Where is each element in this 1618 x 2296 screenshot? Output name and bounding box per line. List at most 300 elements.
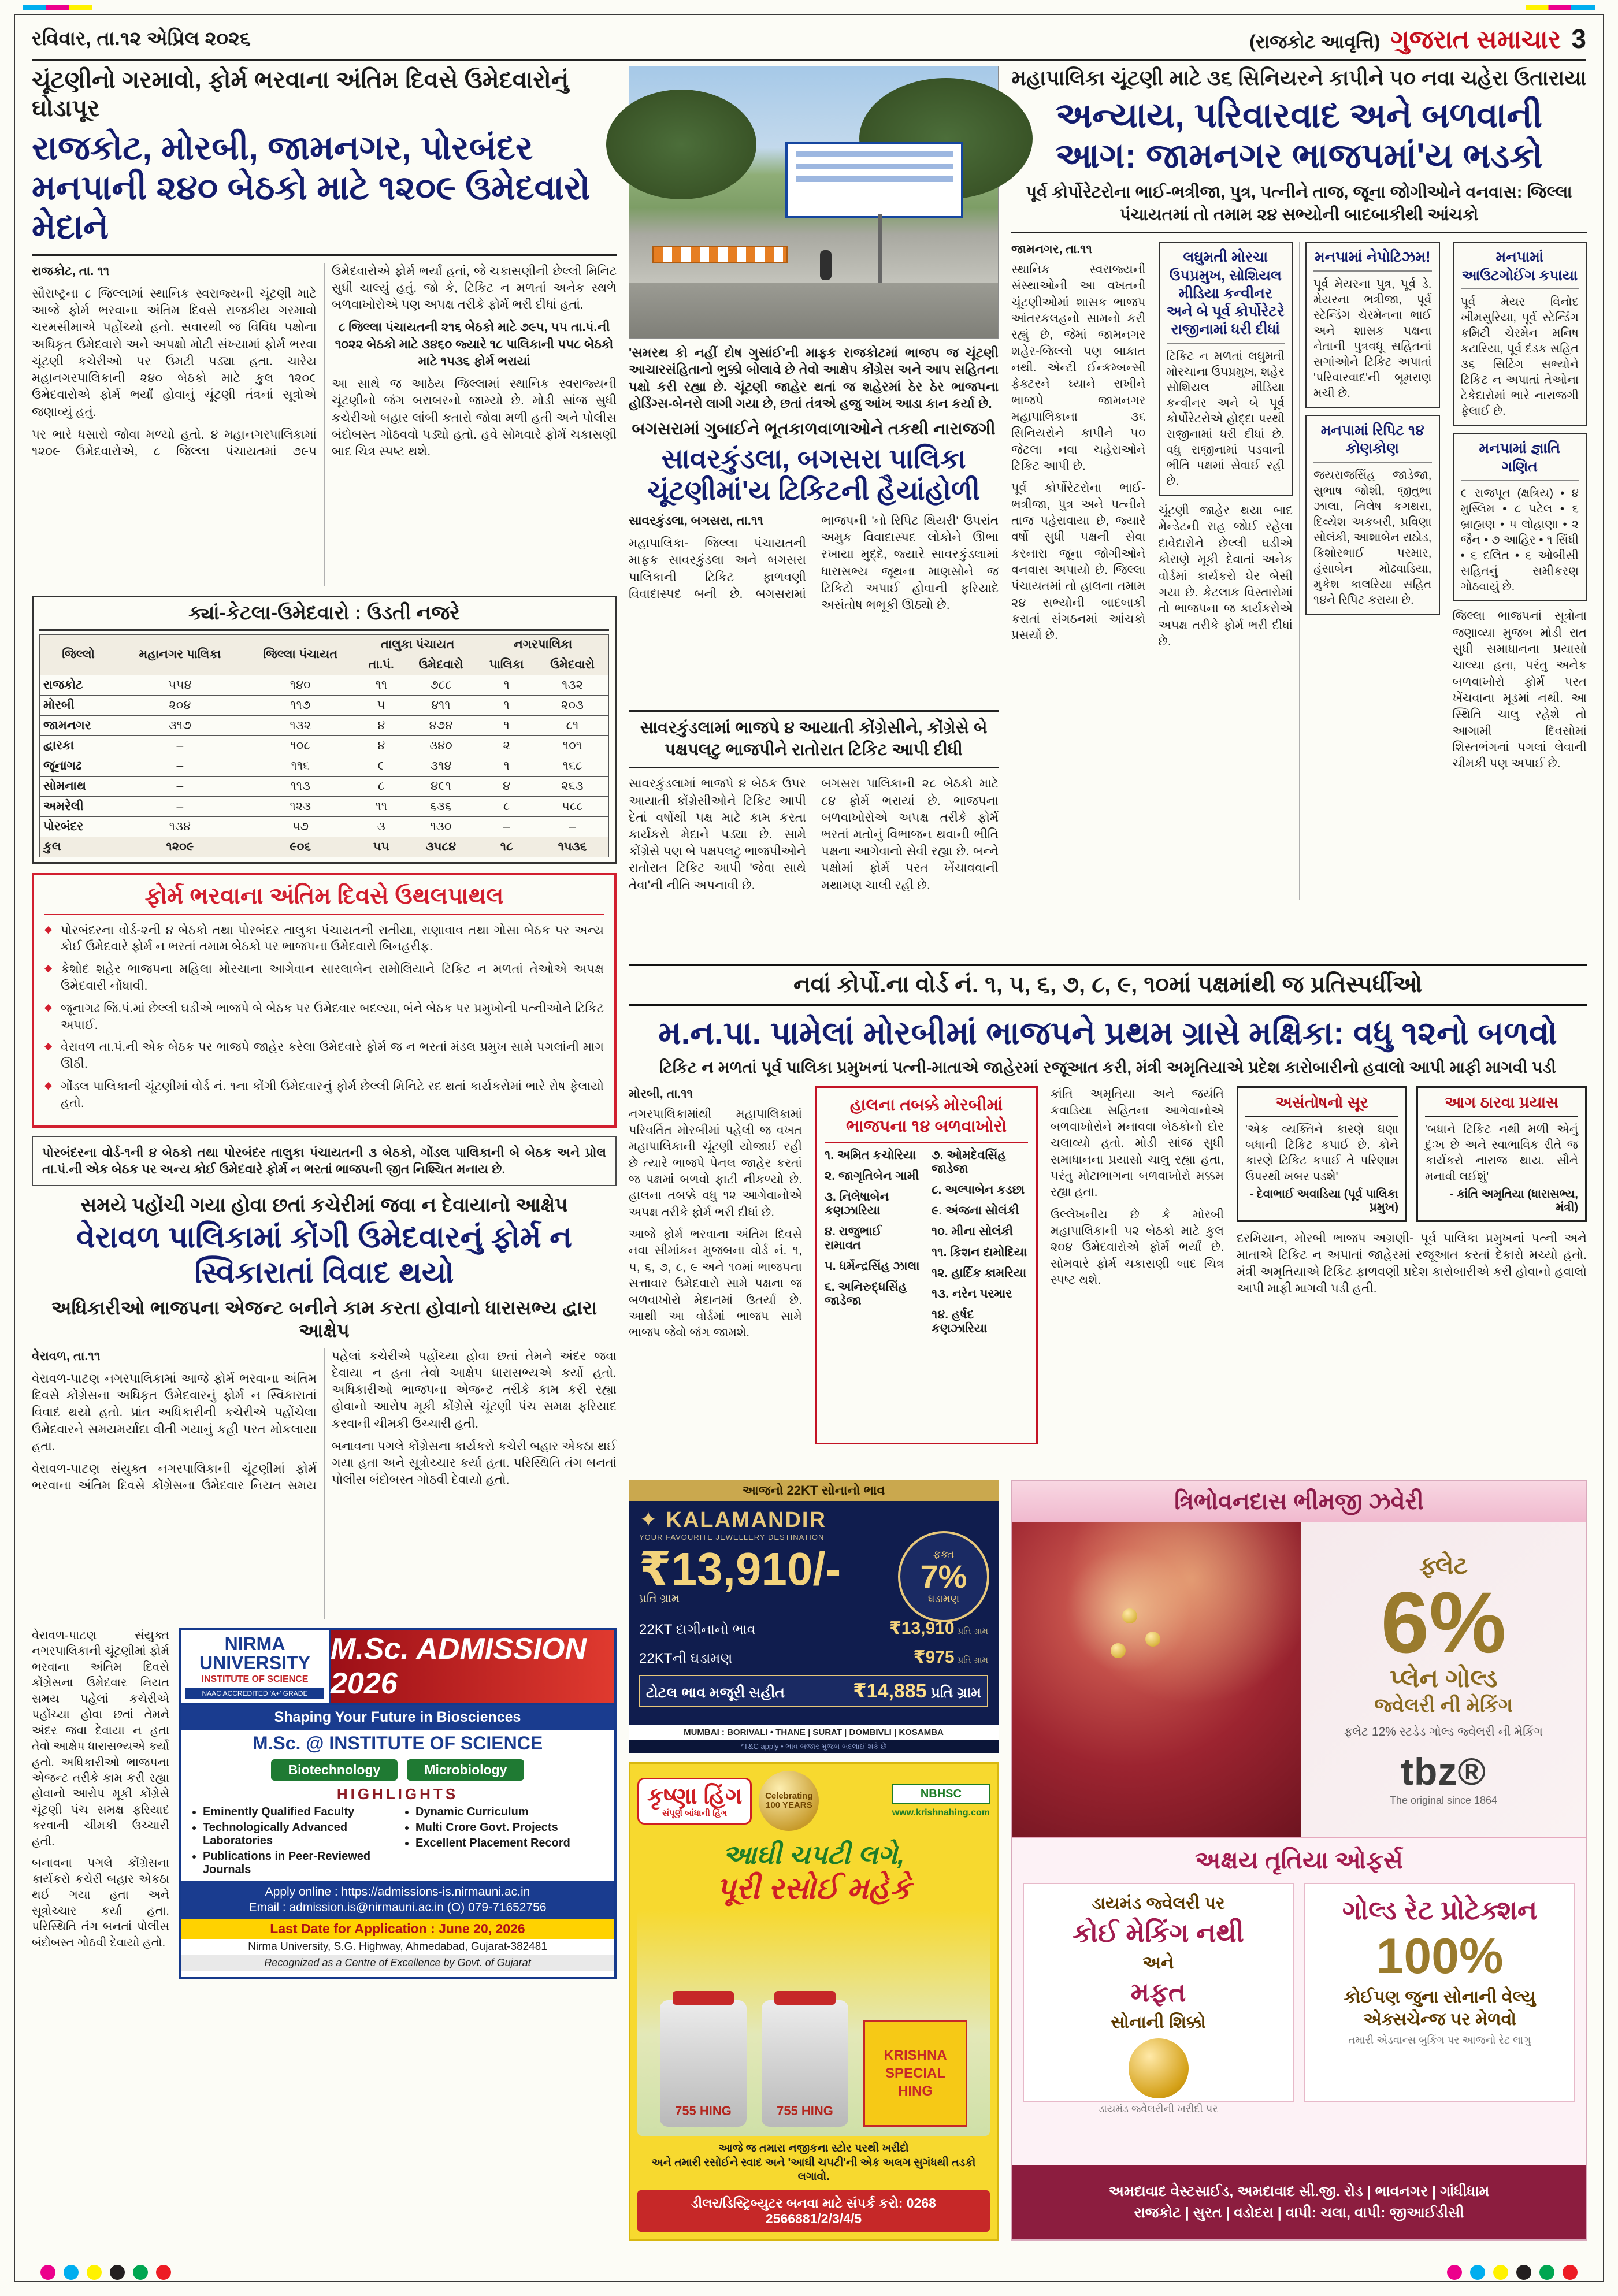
jamnagar-headline: અન્યાય, પરિવારવાદ અને બળવાની આગ: જામનગર ભાજપમાં'ય ભડકો bbox=[1055, 96, 1543, 175]
lead-dateline: રાજકોટ, તા. ૧૧ bbox=[32, 263, 110, 278]
sub-story-text: ૯ રાજપૂત (ક્ષત્રિય) • ૪ મુસ્લિમ • ૮ પટેલ • ૬ બ્રાહ્મણ • ૫ લોહાણા • ૨ જૈન • ૭ આહિર • ૧ સિંધી • ૬ દલિત • ૬ ઓબીસી સહિતનું સમીકરણ ગોઠવાયું છે. bbox=[1460, 486, 1579, 594]
table-cell: ૪૯૧ bbox=[404, 776, 477, 796]
douse-box bbox=[1416, 1086, 1587, 1221]
kal-line1-value: ₹13,910 bbox=[889, 1619, 955, 1638]
page-number: 3 bbox=[1571, 24, 1586, 54]
gold-coin-graphic bbox=[1129, 2038, 1189, 2098]
tbz-header: ત્રિભોવનદાસ ભીમજી ઝવેરી bbox=[1012, 1481, 1586, 1522]
nirma-email: Email : admission.is@nirmauni.ac.in (O) 079-71652756 bbox=[248, 1901, 547, 1915]
table-cell: ૫૮૮ bbox=[536, 796, 608, 816]
registration-marks bbox=[40, 2265, 171, 2280]
group-header: નગરપાલિકા bbox=[477, 634, 609, 655]
making-charge-roundel bbox=[898, 1531, 989, 1622]
hing-jar-2 bbox=[762, 2000, 848, 2127]
track-microbiology: Microbiology bbox=[407, 1759, 524, 1781]
rebels-list bbox=[825, 1149, 1028, 1336]
upheaval-item: ◆ કેશોદ શહેર ભાજપના મહિલા મોરચાના આગેવાન સારલાબેન રામોલિયાને ટિકિટ ન મળતાં તેઓએ અપક્ષ ઉમેદવારી નોંધાવી. bbox=[44, 961, 604, 994]
sub-story-box bbox=[1159, 242, 1293, 496]
upheaval-item: ◆ વેરાવળ તા.પં.ની એક બેઠક પર ભાજપે જાહેર કરેલા ઉમેદવારે ફોર્મ જ ન ભરતાં મંડલ પ્રમુખ સામે પગલાંની માગ ઊઠી. bbox=[44, 1039, 604, 1072]
morbi-band-kicker: નવાં કોર્પો.ના વોર્ડ નં. ૧, ૫, ૬, ૭, ૮, ૯, ૧૦માં પક્ષમાંથી જ પ્રતિસ્પર્ધીઓ bbox=[629, 964, 1587, 1006]
krishna-note-2: અને તમારી રસોઈને સ્વાદ અને 'આઘી ચપટી'ની એક અલગ સુગંધથી તડકો લગાવો. bbox=[651, 2156, 976, 2183]
table-row bbox=[40, 796, 609, 816]
table-cell: પોરબંદર bbox=[40, 816, 117, 837]
sub-story-box bbox=[1453, 242, 1587, 426]
table-cell: અમરેલી bbox=[40, 796, 117, 816]
table-cell: ૫૫૪ bbox=[117, 675, 243, 695]
krishna-logo-box bbox=[637, 1778, 752, 1825]
nirma-footer: Recognized as a Centre of Excellence by Govt. of Gujarat bbox=[181, 1955, 614, 1971]
col-header: પાલિકા bbox=[477, 655, 536, 675]
panel2-note: તમારી એડવાન્સ બુકિંગ પર આજનો રેટ લાગુ bbox=[1348, 2034, 1531, 2046]
sub-story-text: પૂર્વ મેયરના પુત્ર, પૂર્વ ડે. મેયરના ભત્રીજા, પૂર્વ સ્ટેન્ડિંગ ચેરમેનના ભાઈ અને શાસક પક્ષના નેતાની પુત્રવધૂ સહિતનાં સગાંઓને ટિકિટ અપાતાં 'પરિવારવાદ'ની બૂમરાણ મચી છે. bbox=[1313, 277, 1432, 400]
color-dot bbox=[64, 2265, 79, 2280]
table-cell: ૧૩૦ bbox=[404, 816, 477, 837]
right-column bbox=[1011, 66, 1587, 960]
panel1-line: ડાયમંડ જ્વેલરી પર bbox=[1092, 1894, 1225, 1913]
lead-bold-line: ૮ જિલ્લા પંચાયતની ૨૧૬ બેઠકો માટે ૭૯૫, ૫૫ તા.પં.ની ૧૦૨૨ બેઠકો માટે ૩૪૬૦ જ્યારે ૧૮ પાલિકાની ૫૫૮ બેઠકો માટે ૧૫૩૬ ફોર્મ ભરાયાં bbox=[335, 320, 614, 368]
date-line: રવિવાર, તા.૧૨ એપ્રિલ ૨૦૨૬ bbox=[32, 27, 251, 50]
rebel-item: ૧૨. હાર્દિક કામરિયા bbox=[932, 1266, 1027, 1280]
color-dot bbox=[1470, 2265, 1485, 2280]
panel1-line: અને bbox=[1142, 1953, 1174, 1972]
tbz-offer-line-1: પ્લેન ગોલ્ડ bbox=[1389, 1665, 1498, 1693]
highlight-item: • Multi Crore Govt. Projects bbox=[415, 1821, 605, 1834]
nirma-program: M.Sc. @ INSTITUTE OF SCIENCE bbox=[252, 1732, 543, 1753]
nirma-highlights-left bbox=[190, 1805, 392, 1879]
kalamandir-note: *T&C apply • ભાવ બજાર મુજબ બદલાઈ શકે છે bbox=[629, 1740, 999, 1753]
sub-story-text: ટિકિટ ન મળતાં લઘુમતી મોરચાના ઉપપ્રમુખ, શહેર સોશિયલ મીડિયા કન્વીનર અને બે પૂર્વ કોર્પોરેટરોએ હોદ્દા પરથી રાજીનામાં ધરી દીધાં છે. વધુ રાજીનામાં પડવાની ભીતિ પક્ષમાં સેવાઈ રહી છે. bbox=[1166, 349, 1285, 488]
krishna-url: www.krishnahing.com bbox=[892, 1807, 990, 1818]
nirma-highlights-title: HIGHLIGHTS bbox=[336, 1785, 459, 1803]
article-paragraph: સ્થાનિક સ્વરાજ્યની સંસ્થાઓની આ વખતની ચૂંટણીઓમાં શાસક ભાજપ આંતરકલહનો સામનો કરી રહ્યું છે, જેમાં જામનગર શહેર-જિલ્લો પણ બાકાત નથી. એન્ટી ઈન્કમ્બન્સી ફેક્ટરને ધ્યાને રાખીને ભાજપે જામનગર મહાપાલિકાના ૩૬ સિનિયરોને કાપીને ૫૦ જેટલા નવા ચહેરાઓને ટિકિટ આપી છે. bbox=[1011, 262, 1146, 473]
tbz-ad bbox=[1011, 1480, 1587, 2241]
veraval-dateline: વેરાવળ, તા.૧૧ bbox=[32, 1348, 101, 1363]
nirma-tagline: Shaping Your Future in Biosciences bbox=[181, 1705, 614, 1730]
hing-jar-label: 755 HING bbox=[777, 2103, 833, 2118]
upheaval-item: ◆ જૂનાગઢ જિ.પં.માં છેલ્લી ઘડીએ ભાજપે બે બેઠક પર ઉમેદવાર બદલ્યા, બંને બેઠક પર પ્રમુખોની પત્નીઓને ટિકિટ અપાઈ. bbox=[44, 1000, 604, 1034]
akshay-tritiya-panel bbox=[1012, 1837, 1586, 2165]
article-paragraph: સૌરાષ્ટ્રના ૮ જિલ્લામાં સ્થાનિક સ્વરાજ્યની ચૂંટણી માટે આજે ફોર્મ ભરવાના અંતિમ દિવસે રાજકીય ગરમાવો ચરમસીમાએ પહોંચ્યો હતો. સવારથી જ વિવિધ પક્ષોના અધિકૃત ઉમેદવારો અને અપક્ષો મોટી સંખ્યામાં ફોર્મ ભરવા ચૂંટણી કચેરીઓ પર ઉમટી પડ્યા હતા. ચારેય મહાનગરપાલિકાની ૨૪૦ બેઠકો માટે કુલ ૧૨૦૯ ઉમેદવારોએ ફોર્મ ભર્યાં હોવાનું ચૂંટણી તંત્રનાં સૂત્રોએ જણાવ્યું હતું. bbox=[32, 286, 317, 419]
tbz-cities-line-2: રાજકોટ | સુરત | વડોદરા | વાપી: ચલા, વાપી: જીઆઈડીસી bbox=[1134, 2205, 1464, 2221]
kalamandir-brand-sub: YOUR FAVOURITE JEWELLERY DESTINATION bbox=[639, 1533, 825, 1541]
panel2-title: ગોલ્ડ રેટ પ્રોટેક્શન bbox=[1342, 1895, 1538, 1925]
table-cell: ૧૧૬ bbox=[243, 756, 358, 776]
edition-label: (રાજકોટ આવૃત્તિ) bbox=[1249, 31, 1381, 52]
morbi-dateline: મોરબી, તા.૧૧ bbox=[629, 1087, 693, 1101]
sub-story-box bbox=[1305, 242, 1440, 408]
news-photo bbox=[629, 66, 999, 339]
table-cell: ૨ bbox=[477, 735, 536, 756]
table-cell: ૧૧૩ bbox=[243, 776, 358, 796]
veraval-subhead: અધિકારીઓ ભાજપના એજન્ટ બનીને કામ કરતા હોવાનો ધારાસભ્ય દ્વારા આક્ષેપ bbox=[51, 1296, 598, 1341]
douse-quote: 'બધાને ટિકિટ નથી મળી એનું દુઃખ છે અને સ્વાભાવિક રીતે જ કાર્યકરો નારાજ થાય. સૌને મનાવી લઈશું' bbox=[1425, 1123, 1578, 1183]
left-side-strip bbox=[32, 1628, 169, 1974]
col-header: ઉમેદવારો bbox=[536, 655, 608, 675]
highlight-item: • Dynamic Curriculum bbox=[415, 1805, 605, 1819]
color-dot bbox=[1493, 2265, 1508, 2280]
table-cell: ૧૦૧ bbox=[536, 735, 608, 756]
tbz-logo-tagline: The original since 1864 bbox=[1389, 1795, 1498, 1807]
tbz-model-photo bbox=[1012, 1522, 1301, 1837]
table-cell: ૧૧ bbox=[358, 675, 404, 695]
article-paragraph: પૂર્વ કોર્પોરેટરોના ભાઈ-ભત્રીજા, પુત્ર અને પત્નીને તાજ પહેરાવાયા છે, જ્યારે વર્ષો સુધી પક્ષની સેવા કરનારા જૂના જોગીઓને વનવાસ અપાયો છે. જિલ્લા પંચાયતમાં તો હાલના તમામ ૨૪ સભ્યોની બાદબાકી કરાતાં સંગઠનમાં આંચકો પ્રસર્યો છે. bbox=[1011, 481, 1146, 642]
kal-total-label: ટોટલ ભાવ મજૂરી સહીત bbox=[646, 1685, 785, 1701]
table-cell: ૧૩૨ bbox=[243, 715, 358, 735]
krishna-headline-2: પૂરી રસોઈ મહેકે bbox=[716, 1872, 911, 1905]
savarkundla-kicker: બગસરામાં ગુબાઈને ભૂતકાળવાળાઓને તકથી નારાજગી bbox=[632, 420, 996, 439]
table-cell: મોરબી bbox=[40, 695, 117, 715]
table-cell: ૧ bbox=[477, 715, 536, 735]
panel1-note: ડાયમંડ જ્વેલરીની ખરીદી પર bbox=[1099, 2103, 1218, 2115]
paper-name: ગુજરાત સમાચાર bbox=[1390, 25, 1561, 54]
article-paragraph: ચૂંટણી જાહેર થયા બાદ મેન્ડેટની રાહ જોઈ રહેલા દાવેદારોને છેલ્લી ઘડીએ કોરાણે મૂકી દેવાતાં અનેક વોર્ડમાં કાર્યકરો ઘેર બેસી ગયા છે. કેટલાક વિસ્તારોમાં તો ભાજપના જ કાર્યકરોએ અપક્ષ તરીકે ફોર્મ ભરી દીધાં છે. bbox=[1158, 504, 1293, 648]
article-paragraph: નગરપાલિકામાંથી મહાપાલિકામાં પરિવર્તિત મોરબીમાં પહેલી જ વખત મહાપાલિકાની ચૂંટણી યોજાઈ રહી છે ત્યારે ભાજપે પેનલ જાહેર કરતાં જ પક્ષમાં બળવો ફાટી નીકળ્યો છે. હાલના તબક્કે વધુ ૧૨ આગેવાનોએ અપક્ષ તરીકે ફોર્મ ભરી દીધાં છે. bbox=[629, 1107, 802, 1219]
morbi-headline: મ.ન.પા. પામેલાં મોરબીમાં ભાજપને પ્રથમ ગ્રાસે મક્ષિકા: વધુ ૧૨નો બળવો bbox=[658, 1015, 1557, 1051]
table-cell: ૮૧ bbox=[536, 715, 608, 735]
article-paragraph: વેરાવળ-પાટણ સંયુક્ત નગરપાલિકાની ચૂંટણીમાં ફોર્મ ભરવાના અંતિમ દિવસે કોંગ્રેસના ઉમેદવાર નિયત સમય પહેલાં કચેરીએ પહોંચ્યા હોવા છતાં તેમને અંદર જવા દેવાયા ન હતા તેવો આક્ષેપ ધારાસભ્યએ કર્યો હતો. અધિકારીઓ ભાજપના એજન્ટ તરીકે કામ કરી રહ્યા હોવાનો આરોપ મૂકી કોંગ્રેસે ચૂંટણી પંચ સમક્ષ ફરિયાદ કરવાની ચીમકી ઉચ્ચારી હતી. bbox=[32, 1628, 169, 1848]
kal-line2-label: 22KTની ઘડામણ bbox=[639, 1651, 733, 1666]
tree-graphic bbox=[606, 90, 756, 199]
table-cell: ૫૫ bbox=[358, 837, 404, 857]
discontent-title: અસંતોષનો સૂર bbox=[1245, 1094, 1398, 1117]
gold-rate-protection-panel bbox=[1304, 1883, 1575, 2102]
morbi-body-col-2 bbox=[1051, 1086, 1224, 1444]
table-cell: ૮ bbox=[358, 776, 404, 796]
color-calibration-bar-right bbox=[1526, 5, 1595, 10]
pedestrian-figure bbox=[820, 250, 832, 280]
table-cell: દ્વારકા bbox=[40, 735, 117, 756]
group-header: તાલુકા પંચાયત bbox=[358, 634, 477, 655]
kalamandir-ad bbox=[629, 1480, 999, 1753]
table-cell: ૧૩૪ bbox=[117, 816, 243, 837]
article-paragraph: આ સાથે જ આઠેય જિલ્લામાં સ્થાનિક સ્વરાજ્યની ચૂંટણીનો જંગ બરાબરનો જામ્યો છે. મોડી સાંજ સુધી કચેરીઓ બહાર લાંબી કતારો જોવા મળી હતી અને પોલીસ બંદોબસ્ત ગોઠવવો પડ્યો હતો. હવે સોમવારે ફોર્મ ચકાસણી બાદ ચિત્ર સ્પષ્ટ થશે. bbox=[332, 377, 617, 459]
savarkundla-dateline: સાવરકુંડલા, બગસરા, તા.૧૧ bbox=[629, 513, 763, 527]
akshay-title: અક્ષય તૃતિયા ઓફર્સ bbox=[1195, 1847, 1403, 1874]
highlight-item: • Publications in Peer-Reviewed Journals bbox=[203, 1850, 392, 1877]
nirma-ad bbox=[179, 1628, 617, 1979]
douse-attribution: - કાંતિ અમૃતિયા (ધારાસભ્ય, મંત્રી) bbox=[1450, 1187, 1578, 1214]
color-dot bbox=[1447, 2265, 1462, 2280]
rebel-item: ૩. નિલેષાબેન કણઝારિયા bbox=[825, 1190, 889, 1217]
sub-story-box bbox=[1453, 433, 1587, 601]
jamnagar-flow bbox=[1011, 242, 1587, 900]
color-dot bbox=[110, 2265, 125, 2280]
morbi-body-col-1 bbox=[629, 1086, 802, 1444]
rebels-box bbox=[815, 1086, 1038, 1444]
rebel-item: ૫. ધર્મેન્દ્રસિંહ ઝાલા bbox=[825, 1259, 920, 1273]
diamond-offer-panel bbox=[1023, 1883, 1294, 2115]
hoarding-banner bbox=[785, 142, 963, 218]
nirma-institute-name: INSTITUTE OF SCIENCE bbox=[201, 1674, 309, 1684]
color-dot bbox=[40, 2265, 55, 2280]
left-column bbox=[32, 66, 617, 2243]
krishna-headline-1: આઘી ચપટી લગે, bbox=[722, 1840, 905, 1870]
panel1-line: કોઈ મેકિંગ નથી bbox=[1073, 1918, 1244, 1948]
table-row bbox=[40, 675, 609, 695]
table-cell: ૧ bbox=[477, 756, 536, 776]
kalamandir-price-unit: પ્રતિ ગ્રામ bbox=[639, 1592, 680, 1605]
savarkundla-body-1 bbox=[629, 512, 999, 703]
panel2-percent: 100% bbox=[1376, 1929, 1504, 1984]
article-paragraph: આજે ફોર્મ ભરવાના અંતિમ દિવસે નવા સીમાંકન મુજબના વોર્ડ નં. ૧, ૫, ૬, ૭, ૮, ૯ અને ૧૦માં ભાજપના સત્તાવાર ઉમેદવારો સામે પક્ષના જ બળવાખોરો મેદાનમાં ઉતર્યા છે. આથી આ વોર્ડમાં ભાજપ સામે ભાજપ જેવો જંગ જામશે. bbox=[629, 1228, 802, 1340]
hing-jar-label: 755 HING bbox=[675, 2103, 732, 2118]
table-cell: કુલ bbox=[40, 837, 117, 857]
table-cell: ૪૧૧ bbox=[404, 695, 477, 715]
veraval-body bbox=[32, 1348, 617, 1619]
table-cell: ૨૦૩ bbox=[536, 695, 608, 715]
kalamandir-offer-tag: આજનો 22KT સોનાનો ભાવ bbox=[629, 1480, 999, 1501]
candidates-table bbox=[32, 596, 617, 864]
sub-story-title: લઘુમતી મોરચા ઉપપ્રમુખ, સોશિયલ મીડિયા કન્વીનર અને બે પૂર્વ કોર્પોરેટરે રાજીનામાં ધરી દીધાં bbox=[1167, 248, 1285, 343]
table-cell: જૂનાગઢ bbox=[40, 756, 117, 776]
col-header: જિલ્લા પંચાયત bbox=[243, 634, 358, 675]
table-cell: ૪ bbox=[358, 735, 404, 756]
morbi-subhead: ટિકિટ ન મળતાં પૂર્વ પાલિકા પ્રમુખનાં પત્ની-માતાએ જાહેરમાં રજૂઆત કરી, મંત્રી અમૃતિયાએ પ્રદેશ કારોબારીનો હવાલો આપી માફી માગવી પડી bbox=[659, 1058, 1556, 1076]
table-row bbox=[40, 816, 609, 837]
upheaval-box-title: ફોર્મ ભરવાના અંતિમ દિવસે ઉથલપાથલ bbox=[44, 883, 604, 915]
highlight-item: • Technologically Advanced Laboratories bbox=[203, 1821, 392, 1848]
article-paragraph: ઉલ્લેખનીય છે કે મોરબી મહાપાલિકાની ૫૨ બેઠકો માટે કુલ ૨૦૪ ઉમેદવારોએ ફોર્મ ભર્યાં છે. સોમવારે ફોર્મ ચકાસણી બાદ ચિત્ર સ્પષ્ટ થશે. bbox=[1051, 1208, 1224, 1287]
tbz-offer-line-2: જ્વેલરી ની મેકિંગ bbox=[1374, 1695, 1513, 1717]
header-rule bbox=[32, 59, 1586, 61]
table-cell: ૨૬૩ bbox=[536, 776, 608, 796]
upheaval-item: ◆ પોરબંદરના વોર્ડ-૨ની ૪ બેઠકો તથા પોરબંદર તાલુકા પંચાયતની રાતીયા, રાણાવાવ તથા ગોસા બેઠક પર અન્ય કોઈ ઉમેદવારે ફોર્મ ન ભરતાં તમામ બેઠકો પર ભાજપના ઉમેદવારો બિનહરીફ. bbox=[44, 922, 604, 956]
krishna-note-1: આજે જ તમારા નજીકના સ્ટોર પરથી ખરીદો bbox=[718, 2142, 909, 2154]
table-cell: ૧૧૭ bbox=[243, 695, 358, 715]
page-header bbox=[32, 22, 1586, 55]
table-cell: ૧૦૮ bbox=[243, 735, 358, 756]
kalamandir-cities: MUMBAI : BORIVALI • THANE | SURAT | DOMBIVLI | KOSAMBA bbox=[629, 1725, 999, 1740]
savarkundla-headline: સાવરકુંડલા, બગસરા પાલિકા ચૂંટણીમાં'ય ટિકિટની હૈયાંહોળી bbox=[647, 443, 981, 506]
roundel-sub: ઘડામણ bbox=[927, 1593, 960, 1604]
lead-kicker: ચૂંટણીનો ગરમાવો, ફોર્મ ભરવાના અંતિમ દિવસે ઉમેદવારોનું ઘોડાપૂર bbox=[32, 66, 569, 122]
track-biotechnology: Biotechnology bbox=[271, 1759, 398, 1781]
table-cell: ૫૭ bbox=[243, 816, 358, 837]
registration-marks bbox=[1447, 2265, 1578, 2280]
table-cell: ૧૫૩૬ bbox=[536, 837, 608, 857]
morbi-last-column bbox=[1237, 1086, 1587, 1444]
krishna-contact: ડીલર/ડિસ્ટ્રિબ્યુટર બનવા માટે સંપર્ક કરો: 0268 2566881/2/3/4/5 bbox=[637, 2190, 990, 2232]
table-cell: – bbox=[117, 796, 243, 816]
table-row bbox=[40, 776, 609, 796]
krishna-logo-sub: સંપૂર્ણ બાંધાની હિંગ bbox=[662, 1808, 728, 1818]
table-cell: – bbox=[536, 816, 608, 837]
table-cell: ૧૮ bbox=[477, 837, 536, 857]
rebel-item: ૪. રાજુભાઈ રામાવત bbox=[825, 1224, 882, 1252]
upheaval-box bbox=[32, 873, 617, 1128]
color-dot bbox=[87, 2265, 102, 2280]
article-paragraph: વેરાવળ-પાટણ નગરપાલિકામાં આજે ફોર્મ ભરવાના અંતિમ દિવસે કોંગ્રેસના અધિકૃત ઉમેદવારનું ફોર્મ ન સ્વિકારાતાં વિવાદ થયો હતો. પ્રાંત અધિકારીની કચેરીએ પહોંચેલા ઉમેદવારને સમયમર્યાદા વીતી ગયાનું કહી પરત મોકલાયા હતા. bbox=[32, 1371, 317, 1453]
article-paragraph: બનાવના પગલે કોંગ્રેસના કાર્યકરો કચેરી બહાર એકઠા થઈ ગયા હતા અને સૂત્રોચ્ચાર કર્યા હતા. પરિસ્થિતિ તંગ બનતાં પોલીસ બંદોબસ્ત ગોઠવી દેવાયો હતો. bbox=[32, 1856, 169, 1949]
article-paragraph: સાવરકુંડલામાં ભાજપે ૪ બેઠક ઉપર આયાતી કોંગ્રેસીઓને ટિકિટ આપી દેતાં વર્ષોથી પક્ષ માટે કામ કરતા કાર્યકરો મેદાને પડ્યા છે. સામે કોંગ્રેસે પણ બે પક્ષપલટુ ભાજપીઓને રાતોરાત ટિકિટ આપી 'જેવા સાથે તેવા'ની નીતિ અપનાવી છે. bbox=[629, 777, 806, 892]
nbhsc-logo: NBHSC bbox=[892, 1784, 990, 1804]
jamnagar-dateline: જામનગર, તા.૧૧ bbox=[1011, 243, 1092, 257]
kalamandir-brand: ✦ KALAMANDIR bbox=[639, 1508, 826, 1532]
krishna-logo: કૃષ્ણા હિંગ bbox=[647, 1783, 743, 1809]
rebel-item: ૨. જાગૃતિબેન ગામી bbox=[825, 1169, 919, 1183]
table-cell: ૭૮૮ bbox=[404, 675, 477, 695]
table-cell: – bbox=[117, 756, 243, 776]
table-cell: ૧૨૩ bbox=[243, 796, 358, 816]
table-cell: જામનગર bbox=[40, 715, 117, 735]
table-row bbox=[40, 756, 609, 776]
article-paragraph: દરમિયાન, મોરબી ભાજપ અગ્રણી- પૂર્વ પાલિકા પ્રમુખનાં પત્ની અને માતાએ ટિકિટ ન અપાતાં જાહેરમાં રજૂઆત કરતાં દેકારો મચ્યો હતો. મંત્રી અમૃતિયાએ ટિકિટ ફાળવણી પ્રદેશ કારોબારીએ કરી હોવાનો હવાલો આપી માફી માગવી પડી હતી. bbox=[1237, 1231, 1587, 1296]
jamnagar-kicker: મહાપાલિકા ચૂંટણી માટે ૩૬ સિનિયરને કાપીને ૫૦ નવા ચહેરા ઉતારાયા bbox=[1011, 66, 1587, 90]
table-cell: ૧૪૦ bbox=[243, 675, 358, 695]
kal-total-value: ₹14,885 bbox=[852, 1680, 927, 1702]
table-cell: સોમનાથ bbox=[40, 776, 117, 796]
sub-story-title: મનપામાં રિપિટ ૧૪ કોણકોણ bbox=[1313, 422, 1432, 463]
douse-title: આગ ઠારવા પ્રયાસ bbox=[1425, 1094, 1578, 1117]
table-row bbox=[40, 837, 609, 857]
table-cell: ૩ bbox=[358, 816, 404, 837]
color-dot bbox=[156, 2265, 171, 2280]
krishna-products bbox=[637, 1910, 990, 2136]
discontent-quote: 'એક વ્યક્તિને કારણે ઘણા બધાની ટિકિટ કપાઈ છે. કોને કારણે ટિકિટ કપાઈ તે પરિણામ ઉપરથી ખબર પડશે' bbox=[1245, 1123, 1398, 1183]
rebel-item: ૭. ઓમદેવસિંહ જાડેજા bbox=[932, 1148, 1007, 1176]
panel1-line: મફત bbox=[1130, 1977, 1186, 2007]
rebel-item: ૧૪. હર્ષદ કણઝારિયા bbox=[932, 1307, 988, 1335]
article-paragraph: પર ભારે ધસારો જોવા મળ્યો હતો. ૪ મહાનગરપાલિકામાં ૧૨૦૯ ઉમેદવારોએ, ૮ જિલ્લા પંચાયતમાં ૭૯૫ ઉમેદવારોએ ફોર્મ ભર્યાં હતાં, જે ચકાસણીની છેલ્લી મિનિટ સુધી ચાલ્યું હતું. જો કે, ટિકિટ ન મળતાં અનેક સ્થળે બળવાખોરોએ પણ અપક્ષ તરીકે ફોર્મ ભરી દીધાં હતાં. bbox=[32, 263, 617, 459]
nirma-address: Nirma University, S.G. Highway, Ahmedabad, Gujarat-382481 bbox=[248, 1940, 547, 1953]
sub-story-title: મનપામાં આઉટગોઈંગ કપાયા bbox=[1461, 248, 1579, 289]
sub-story-box bbox=[1305, 415, 1440, 615]
table-row bbox=[40, 715, 609, 735]
rebel-item: ૧. અમિત કચોરિયા bbox=[825, 1148, 916, 1162]
tbz-offer-secondary: ફ્લેટ 12% સ્ટડેડ ગોલ્ડ જ્વેલરી ની મેકિંગ bbox=[1344, 1725, 1543, 1739]
color-dot bbox=[133, 2265, 148, 2280]
table-cell: ૧ bbox=[477, 695, 536, 715]
rebels-box-title: હાલના તબક્કે મોરબીમાં ભાજપના ૧૪ બળવાખોરો bbox=[825, 1095, 1028, 1143]
candidates-table-body bbox=[40, 675, 609, 857]
article-paragraph: જિલ્લા ભાજપનાં સૂત્રોના જણાવ્યા મુજબ મોડી રાત સુધી સમાધાનના પ્રયાસો ચાલ્યા હતા, પરંતુ અનેક બળવાખોરો ફોર્મ પરત ખેંચવાના મૂડમાં નથી. આ સ્થિતિ ચાલુ રહેશે તો આગામી દિવસોમાં શિસ્તભંગનાં પગલાં લેવાની ચીમકી પણ અપાઈ છે. bbox=[1452, 610, 1587, 771]
center-column bbox=[629, 66, 999, 960]
kal-line1-label: 22KT દાગીનાનો ભાવ bbox=[639, 1622, 756, 1637]
article-paragraph: વેરાવળ-પાટણ સંયુક્ત નગરપાલિકાની ચૂંટણીમાં ફોર્મ ભરવાના અંતિમ દિવસે કોંગ્રેસના ઉમેદવાર નિયત સમય પહેલાં કચેરીએ પહોંચ્યા હોવા છતાં તેમને અંદર જવા દેવાયા ન હતા તેવો આક્ષેપ ધારાસભ્યએ કર્યો હતો. અધિકારીઓ ભાજપના એજન્ટ તરીકે કામ કરી રહ્યા હોવાનો આરોપ મૂકી કોંગ્રેસે ચૂંટણી પંચ સમક્ષ ફરિયાદ કરવાની ચીમકી ઉચ્ચારી હતી. bbox=[32, 1348, 617, 1493]
tbz-percent: 6% bbox=[1381, 1573, 1506, 1671]
tbz-cities-line-1: અમદાવાદ વેસ્ટસાઈડ, અમદાવાદ સી.જી. રોડ | ભાવનગર | ગાંધીધામ bbox=[1108, 2183, 1490, 2200]
rebel-item: ૯. અંજના સોલંકી bbox=[932, 1203, 1019, 1217]
rebel-item: ૧૧. કિશન દામોદિયા bbox=[932, 1245, 1027, 1259]
color-dot bbox=[1539, 2265, 1554, 2280]
road-surface bbox=[629, 283, 998, 338]
col-header: ઉમેદવારો bbox=[404, 655, 477, 675]
table-cell: ૪ bbox=[477, 776, 536, 796]
morbi-band bbox=[629, 964, 1587, 1471]
tbz-flat-label: ફ્લેટ bbox=[1419, 1551, 1468, 1579]
lead-body bbox=[32, 263, 617, 586]
rebel-item: ૧૩. નરેન પરમાર bbox=[932, 1287, 1012, 1301]
table-cell: ૧૧ bbox=[358, 796, 404, 816]
table-cell: રાજકોટ bbox=[40, 675, 117, 695]
rebel-item: ૧૦. મીના સોલંકી bbox=[932, 1224, 1014, 1238]
kalamandir-big-price: ₹13,910/- bbox=[639, 1543, 841, 1595]
table-cell: ૪ bbox=[358, 715, 404, 735]
table-cell: ૧ bbox=[477, 675, 536, 695]
nirma-apply-url: Apply online : https://admissions-is.nirmauni.ac.in bbox=[265, 1885, 530, 1899]
table-cell: ૬૩૬ bbox=[404, 796, 477, 816]
table-cell: ૩૫૮૪ bbox=[404, 837, 477, 857]
tbz-logo: tbz® bbox=[1401, 1750, 1486, 1793]
table-cell: ૧૬૮ bbox=[536, 756, 608, 776]
jamnagar-subhead: પૂર્વ કોર્પોરેટરોના ભાઈ-ભત્રીજા, પુત્ર, પત્નીને તાજ, જૂના જોગીઓને વનવાસ: જિલ્લા પંચાયતમાં તો તમામ ૨૪ સભ્યોની બાદબાકીથી આંચકો bbox=[1011, 181, 1587, 233]
kal-line2-unit: પ્રતિ ગ્રામ bbox=[958, 1655, 988, 1665]
photo-caption: 'સમરથ કો નહીં દોષ ગુસાંઈ'ની માફક રાજકોટમાં ભાજપ જ ચૂંટણી આચારસંહિતાનો ભુક્કો બોલાવે છે તેવો આક્ષેપ કોંગ્રેસ અને આપ સહિતના પક્ષો કરી રહ્યા છે. ચૂંટણી જાહેર થતાં જ શહેરમાં ઠેર ઠેર ભાજપના હોર્ડિંગ્સ-બેનરો લાગી ગયા છે, છતાં તંત્રએ હજુ આંખ આડા કાન કર્યા છે. bbox=[629, 345, 999, 411]
rebel-item: ૮. અલ્પાબેન કડછા bbox=[932, 1183, 1025, 1197]
highlight-item: • Excellent Placement Record bbox=[415, 1837, 605, 1850]
kal-line1-unit: પ્રતિ ગ્રામ bbox=[958, 1626, 988, 1636]
panel2-sub: કોઈપણ જુના સોનાની વેલ્યુ એક્સચેન્જ પર મેળવો bbox=[1344, 1987, 1536, 2029]
table-cell: ૫ bbox=[358, 695, 404, 715]
headline-rule bbox=[32, 254, 617, 256]
nirma-banner: M.Sc. ADMISSION 2026 bbox=[331, 1630, 614, 1703]
kal-total-unit: પ્રતિ ગ્રામ bbox=[930, 1685, 981, 1701]
upheaval-item: ◆ ગોંડલ પાલિકાની ચૂંટણીમાં વોર્ડ નં. ૧ના કોંગી ઉમેદવારનું ફોર્મ છેલ્લી મિનિટે રદ થતાં કાર્યકરોમાં ભારે રોષ ફેલાયો હતો. bbox=[44, 1078, 604, 1112]
table-cell: ૧૨૦૯ bbox=[117, 837, 243, 857]
upheaval-list bbox=[44, 922, 604, 1112]
samay-headline: સમયે પહોંચી ગયા હોવા છતાં કચેરીમાં જવા ન દેવાયાનો આક્ષેપ bbox=[80, 1194, 568, 1217]
krishna-hing-ad bbox=[629, 1762, 999, 2241]
highlight-item: • Eminently Qualified Faculty bbox=[203, 1805, 392, 1819]
table-cell: ૩૪૦ bbox=[404, 735, 477, 756]
table-cell: – bbox=[477, 816, 536, 837]
road-barrier bbox=[652, 246, 788, 263]
article-paragraph: બનાવના પગલે કોંગ્રેસના કાર્યકરો કચેરી બહાર એકઠા થઈ ગયા હતા અને સૂત્રોચ્ચાર કર્યા હતા. પરિસ્થિતિ તંગ બનતાં પોલીસ બંદોબસ્ત ગોઠવી દેવાયો હતો. bbox=[332, 1439, 617, 1487]
article-paragraph: મહાપાલિકા- જિલ્લા પંચાયતની માફક સાવરકુંડલા અને બગસરા પાલિકાની ટિકિટ ફાળવણી વિવાદાસ્પદ બની છે. બગસરામાં ભાજપની 'નો રિપિટ થિયરી' ઉપરાંત અમુક વિવાદાસ્પદ લોકોને ઊભા રખાયા મુદ્દે, જ્યારે સાવરકુંડલામાં ધારાસભ્ય જૂથના માણસોને જ ટિકિટો અપાઈ હોવાની ફરિયાદે અસંતોષ ભભૂકી ઊઠ્યો છે. bbox=[629, 513, 999, 612]
candidates-table-title: ક્યાં-કેટલા-ઉમેદવારો : ઉડતી નજરે bbox=[39, 602, 609, 631]
color-dot bbox=[1516, 2265, 1531, 2280]
sub-story-title: મનપામાં નેપોટિઝમ! bbox=[1313, 248, 1432, 271]
hundred-years-badge: Celebrating 100 YEARS bbox=[759, 1771, 819, 1831]
candidates-table-head bbox=[40, 634, 609, 675]
hing-jar-1 bbox=[660, 2000, 747, 2127]
rebel-item: ૬. અનિરુદ્ધસિંહ જાડેજા bbox=[825, 1280, 907, 1307]
nirma-logo bbox=[181, 1630, 331, 1703]
article-paragraph: કાંતિ અમૃતિયા અને જયંતિ કવાડિયા સહિતના આગેવાનોએ બળવાખોરોને મનાવવા બેઠકોનો દોર ચલાવ્યો હતો. મોડી સાંજ સુધી સમાધાનના પ્રયાસો ચાલુ રહ્યા હતા, પરંતુ મોટાભાગના બળવાખોરો મક્કમ રહ્યા હતા. bbox=[1051, 1087, 1224, 1199]
panel1-line: સોનાની શિક્કો bbox=[1111, 2013, 1206, 2032]
table-cell: ૩૧૭ bbox=[117, 715, 243, 735]
color-dot bbox=[1563, 2265, 1578, 2280]
col-header: તા.પં. bbox=[358, 655, 404, 675]
morbi-body-col-3 bbox=[1237, 1230, 1587, 1298]
roundel-percent: 7% bbox=[920, 1558, 967, 1595]
porbandar-note-box: પોરબંદરના વોર્ડ-૧ની ૪ બેઠકો તથા પોરબંદર તાલુકા પંચાયતની ૩ બેઠકો, ગોંડલ પાલિકાની બે બેઠક અને પ્રોલ તા.પં.ની એક બેઠક પર અન્ય કોઈ ઉમેદવારે ફોર્મ ન ભરતાં ભાજપની જીત નિશ્ચિત મનાય છે. bbox=[32, 1136, 617, 1186]
table-cell: ૩૧૪ bbox=[404, 756, 477, 776]
discontent-box bbox=[1237, 1086, 1407, 1221]
table-cell: ૯ bbox=[358, 756, 404, 776]
kal-line2-value: ₹975 bbox=[913, 1648, 955, 1667]
color-calibration-bar-left bbox=[23, 5, 92, 10]
sub-story-text: પૂર્વ મેયર વિનોદ ખીમસુરિયા, પૂર્વ સ્ટેન્ડિંગ કમિટી ચેરમેન મનિષ કટારિયા, પૂર્વ દંડક સહિત ૩૬ સિટિંગ સભ્યોને ટિકિટ ન અપાતાં તેઓના ટેકેદારોમાં ભારે નારાજગી ફેલાઈ છે. bbox=[1460, 295, 1579, 418]
savarkundla-body-2 bbox=[629, 775, 999, 949]
table-cell: ૯૦૬ bbox=[243, 837, 358, 857]
nirma-last-date: Last Date for Application : June 20, 2026 bbox=[181, 1919, 614, 1939]
special-hing-box: KRISHNA SPECIAL HING bbox=[863, 2020, 967, 2127]
sub-story-text: જયરાજસિંહ જાડેજા, સુભાષ જોશી, જીતુભા ઝાલા, નિલેષ કગથરા, દિવ્યેશ અકબરી, પ્રવિણા સોલંકી, આશાબેન રાઠોડ, કિશોરભાઈ પરમાર, હંસાબેન મોઢવાડિયા, મુકેશ કાલરિયા સહિત ૧૪ને રિપિટ કરાયા છે. bbox=[1313, 468, 1432, 607]
nirma-university-name: NIRMA UNIVERSITY bbox=[199, 1633, 311, 1674]
table-cell: ૨૦૪ bbox=[117, 695, 243, 715]
veraval-headline: વેરાવળ પાલિકામાં કોંગી ઉમેદવારનું ફોર્મ ન સ્વિકારાતાં વિવાદ થયો bbox=[76, 1221, 572, 1290]
table-cell: – bbox=[117, 735, 243, 756]
table-row bbox=[40, 695, 609, 715]
table-cell: ૧૩૨ bbox=[536, 675, 608, 695]
discontent-attribution: - દેવાભાઈ અવાડિયા (પૂર્વ પાલિકા પ્રમુખ) bbox=[1249, 1187, 1398, 1214]
col-header: મહાનગર પાલિકા bbox=[117, 634, 243, 675]
table-cell: ૮ bbox=[477, 796, 536, 816]
lead-headline: રાજકોટ, મોરબી, જામનગર, પોરબંદર મનપાની ૨૪૦ બેઠકો માટે ૧૨૦૯ ઉમેદવારો મેદાને bbox=[32, 129, 591, 247]
naac-badge: NAAC ACCREDITED 'A+' GRADE bbox=[185, 1688, 324, 1699]
table-row bbox=[40, 735, 609, 756]
